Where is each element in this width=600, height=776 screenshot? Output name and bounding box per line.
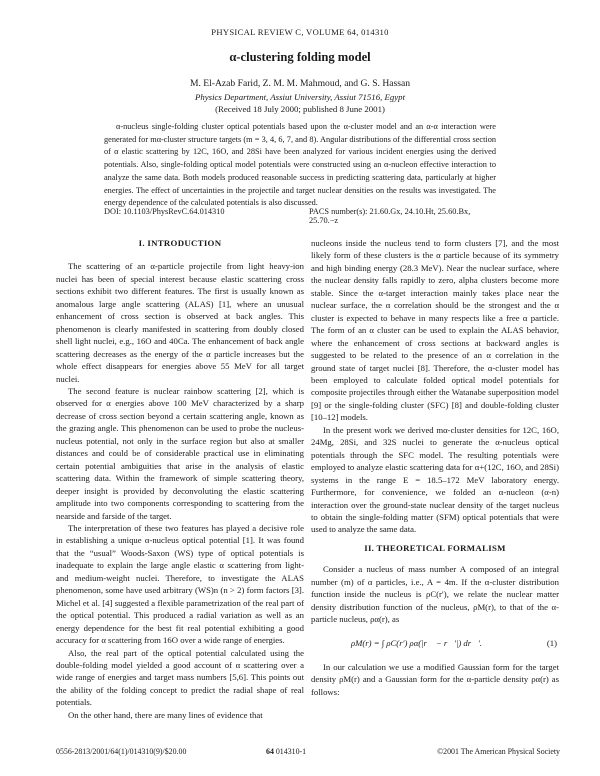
right-column [311,237,559,698]
pacs-numbers: PACS number(s): 21.60.Gx, 24.10.Ht, 25.60.Bx, 25.70.−z [309,207,471,225]
article-page: 014310-1 [273,747,307,756]
paragraph: In the present work we derived mα-cluster densities for 12C, 16O, 24Mg, 28Si, and 32S nuclei to generate the α-nucleus optical potentials through the SFC model. The resulting potentials were employed to analyze elastic scattering data for α+(12C, 16O, and 28Si) systems in the range E = 18.5–172 MeV laboratory energy. Furthermore, for convenience, we folded an α-nucleon (α-n) interaction over the ground-state nuclear density of the target nucleus to obtain the single-folding matter (SFM) optical potentials that were used to analyze the same data. [311,424,559,535]
paragraph: Consider a nucleus of mass number A composed of an integral number (m) of α particles, i.e., A = 4m. If the α-cluster distribution function inside the nucleus is ρC(r′), we relate the nuclear matter density distribution function of the nucleus, ρM(r), to that of the α-particle nucleus, ρα(r), as [311,564,559,625]
copyright: ©2001 The American Physical Society [437,747,560,756]
volume-number: 64 [266,747,274,756]
section-heading-introduction: I. INTRODUCTION [138,238,222,248]
doi: DOI: 10.1103/PhysRevC.64.014310 [104,207,225,216]
paragraph: Also, the real part of the optical potential calculated using the double-folding model yielded a good account of α scattering over a wide range of energies and target mass numbers [5,6]. This points out the ability of the folding concept to predict the radial shape of real potentials. [56,647,304,708]
abstract: α-nucleus single-folding cluster optical potentials based upon the α-cluster model and an α-α interaction were generated for mα-cluster structure targets (m = 3, 4, 6, 7, and 8). Angular distributions of the differential cross section of α elastic scattering by 12C, 16O, and 28Si have been analyzed for various incident energies using the derived potentials. Also, single-folding optical model potentials were constructed using an α-nucleon effective interaction to analyze the same data. Both models produced reasonable success in predicting scattering data, particularly at higher energies. The effect of uncertainties in the projectile and target nuclear densities on the results was investigated. The energy dependence of the calculated potentials is also discussed. [104,122,496,208]
page-number [266,747,306,756]
paragraph: On the other hand, there are many lines of evidence that [68,709,263,720]
paragraph: The interpretation of these two features has played a decisive role in establishing a unique α-nucleus optical potential [1]. It was found that the “usual” Woods-Saxon (WS) type of optical potentials is inadequate to explain the large angle elastic α scattering from light- and medium-weight nuclei. Therefore, to investigate the ALAS phenomenon, some have used arbitrary (WS)n (n > 2) form factors [3]. Michel et al. [4] suggested a flexible parametrization of the real part of the optical potential. This produced a radial variation as well as an energy dependence for the best fit real potential exhibiting a good accuracy for α scattering from 16O over a wide range of energies. [56,522,304,646]
left-column [56,237,304,721]
section-heading-theoretical-formalism: II. THEORETICAL FORMALISM [364,542,506,553]
received-date: (Received 18 July 2000; published 8 June 2001) [215,104,385,114]
equation-1 [311,633,559,655]
author-list: M. El-Azab Farid, Z. M. M. Mahmoud, and G. S. Hassan [189,78,411,89]
paper-title: α-clustering folding model [229,50,371,64]
equation-body: ρM(r) = ∫ ρC(r′) ρα(|r⃗ − r⃗′|) dr⃗′. [351,637,482,648]
running-head: PHYSICAL REVIEW C, VOLUME 64, 014310 [211,27,389,37]
affiliation: Physics Department, Assiut University, Assiut 71516, Egypt [194,92,406,102]
paragraph: The second feature is nuclear rainbow scattering [2], which is observed for α energies above 100 MeV characterized by a sharp decrease of cross section beyond a certain scattering angle, known as the grazing angle. This phenomenon can be used to probe the nucleus-nucleus potential, not only in the surface region but also at smaller distances and could be of considerable practical use in eliminating certain potential ambiguities that arise in the analysis of elastic scattering data. Within the framework of simple scattering theory, deeper insight is provided by deconvoluting the elastic scattering amplitude into two components corresponding to scattering from the nearside and farside of the target. [56,385,304,521]
paragraph: The scattering of an α-particle projectile from light heavy-ion nuclei has been of special interest because elastic scattering cross sections exhibit two different features. The first is usually known as anomalous large angle scattering (ALAS) [1], where an unusual enhancement of cross section is observed at back angles. This phenomenon is clearly manifested in scattering from doubly closed shell light nuclei, e.g., 16O and 40Ca. The enhancement of back angle scattering decreases as the energy of the α particle increases but the whole effect disappears for energies above 55 MeV for all target nuclei. [56,261,304,384]
paragraph: In our calculation we use a modified Gaussian form for the target density ρM(r) and a Gaussian form for the α-particle density ρα(r) as follows: [311,661,559,697]
equation-number: (1) [546,637,557,648]
paragraph: nucleons inside the nucleus tend to form clusters [7], and the most likely form of these clusters is the α particle because of its symmetry and high binding energy (28.3 MeV). Near the nuclear surface, where the nuclear density falls rapidly to zero, alpha clusters become more stable. Since the α-target interaction mainly takes place near the nuclear surface, the α correlation should be the strongest and the α cluster is expected to behave in many respects like a free α particle. The form of an α cluster can be used to explain the ALAS behavior, where the enhancement of cross sections at backward angles is suggested to be related to the presence of an α correlation in the ground state of target nuclei [8]. Therefore, the α-cluster model has been employed to calculate folded optical model potentials for composite projectiles through either the Watanabe superposition model [9] or the single-folding cluster (SFC) [8] and double-folding cluster [10–12] models. [311,238,559,423]
footer-code: 0556-2813/2001/64(1)/014310(9)/$20.00 [56,747,187,756]
